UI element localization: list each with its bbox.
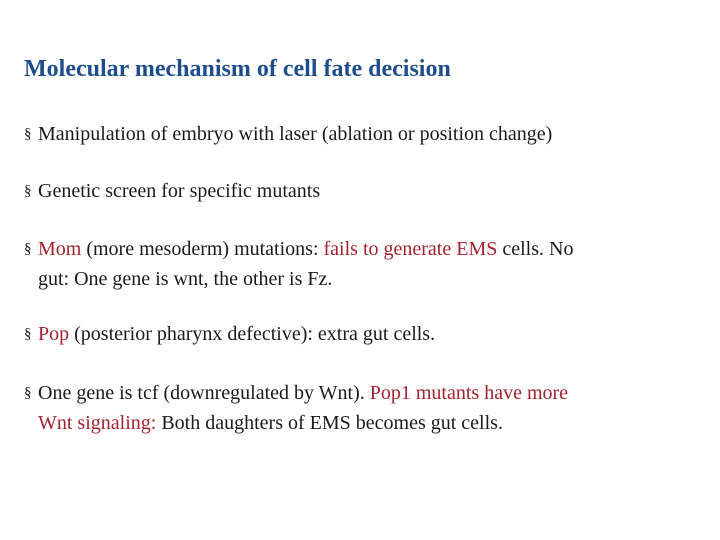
highlight-text: Pop1 mutants have more xyxy=(369,382,569,404)
highlight-text: Wnt signaling: xyxy=(38,412,157,434)
bullet-continuation xyxy=(24,408,694,438)
bullet-text: Genetic screen for specific mutants xyxy=(38,180,321,202)
mom-term: Mom xyxy=(38,238,82,260)
bullet-text: Both daughters of EMS becomes gut cells. xyxy=(156,412,503,434)
bullet-marker-icon: § xyxy=(24,241,32,257)
slide-title: Molecular mechanism of cell fate decision xyxy=(24,56,451,82)
bullet-continuation: gut: One gene is wnt, the other is Fz. xyxy=(38,268,333,290)
bullet-text: (posterior pharynx defective): extra gut cells. xyxy=(69,323,436,345)
bullet-item xyxy=(24,378,694,438)
bullet-marker-icon: § xyxy=(24,385,32,401)
bullet-text: (more mesoderm) mutations: xyxy=(81,238,324,260)
bullet-marker-icon: § xyxy=(24,126,32,142)
bullet-item xyxy=(24,119,694,149)
bullet-marker-icon: § xyxy=(24,183,32,199)
bullet-item xyxy=(24,319,694,349)
bullet-text: cells. No xyxy=(497,238,574,260)
bullet-item xyxy=(24,234,694,294)
bullet-marker-icon: § xyxy=(24,326,32,342)
pop-term: Pop xyxy=(38,323,70,345)
bullet-item xyxy=(24,176,694,206)
bullet-text: Manipulation of embryo with laser (ablation or position change) xyxy=(38,123,553,145)
bullet-text: One gene is tcf (downregulated by Wnt). xyxy=(38,382,370,404)
highlight-text: fails to generate EMS xyxy=(323,238,498,260)
